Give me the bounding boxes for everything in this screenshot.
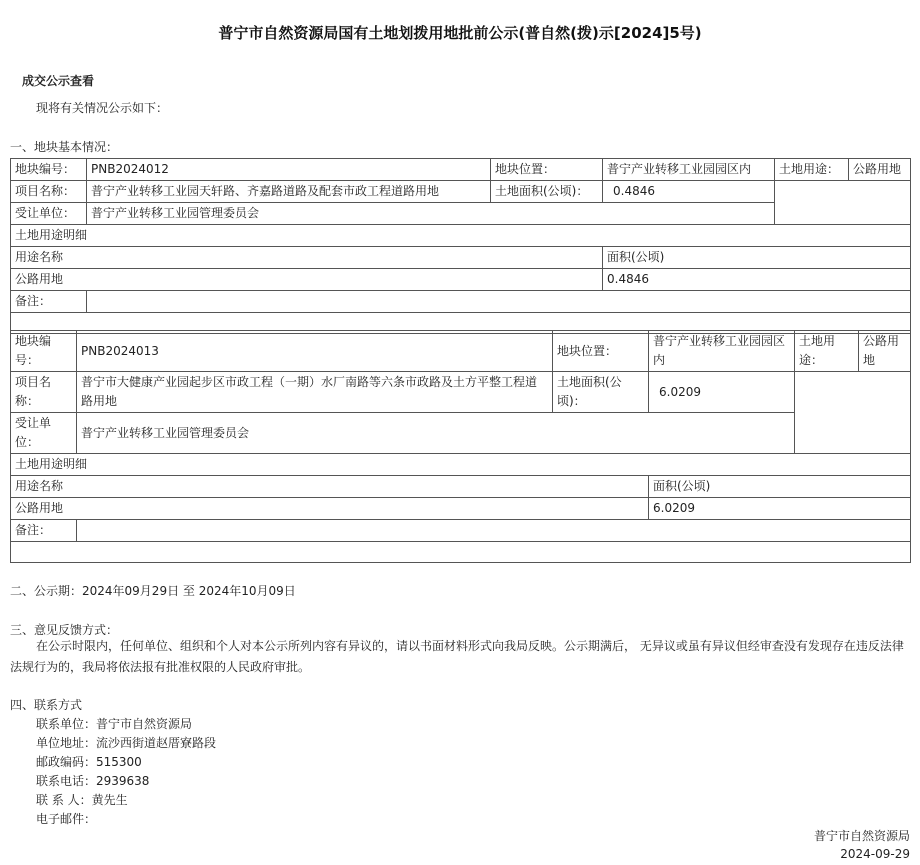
assignee-value: 普宁产业转移工业园管理委员会	[77, 413, 795, 454]
footer-date: 2024-09-29	[840, 847, 910, 861]
label-assignee: 受让单位：	[11, 413, 77, 454]
table-row	[11, 498, 911, 520]
table-row	[11, 159, 911, 181]
assignee-value: 普宁产业转移工业园管理委员会	[87, 203, 775, 225]
label-location: 地块位置：	[553, 331, 649, 372]
label-project-name: 项目名称：	[11, 181, 87, 203]
parcel-no-value: PNB2024013	[77, 331, 553, 372]
area-value: 0.4846	[603, 181, 775, 203]
label-land-use: 土地用途：	[795, 331, 859, 372]
parcel-table-1	[10, 158, 911, 334]
project-name-value: 普宁产业转移工业园天轩路、齐嘉路道路及配套市政工程道路用地	[87, 181, 491, 203]
use-name-header: 用途名称	[11, 476, 649, 498]
table-row	[11, 291, 911, 313]
label-parcel-no: 地块编号：	[11, 331, 77, 372]
table-row	[11, 476, 911, 498]
section3-heading: 三、意见反馈方式：	[10, 623, 119, 637]
label-land-use: 土地用途：	[775, 159, 849, 181]
detail-area-value: 0.4846	[603, 269, 911, 291]
contact-phone: 联系电话：2939638	[36, 774, 150, 788]
label-parcel-no: 地块编号：	[11, 159, 87, 181]
section3-body: 在公示时限内，任何单位、组织和个人对本公示所列内容有异议的，请以书面材料形式向我局反映。公示期满后， 无异议或虽有异议但经审查没有发现存在违反法律法规行为的，我局将依法报有批准权限的人民政府审批。	[10, 639, 904, 674]
parcel-no-value: PNB2024012	[87, 159, 491, 181]
table-row	[11, 454, 911, 476]
footer-org: 普宁市自然资源局	[813, 829, 910, 843]
use-name-header: 用途名称	[11, 247, 603, 269]
table-row	[11, 247, 911, 269]
project-name-value: 普宁市大健康产业园起步区市政工程（一期）水厂南路等六条市政路及土方平整工程道路用地	[77, 372, 553, 413]
contact-postcode: 邮政编码：515300	[36, 755, 142, 769]
contact-address: 单位地址：流沙西街道赵厝寮路段	[36, 736, 217, 750]
label-area: 土地面积(公顷)：	[553, 372, 649, 413]
label-remark: 备注：	[11, 520, 77, 542]
label-area: 土地面积(公顷)：	[491, 181, 603, 203]
contact-unit: 联系单位：普宁市自然资源局	[36, 717, 193, 731]
contact-email: 电子邮件：	[36, 812, 97, 826]
section1-heading: 一、地块基本情况：	[10, 140, 119, 154]
section2-period: 二、公示期：2024年09月29日 至 2024年10月09日	[10, 584, 296, 598]
detail-title: 土地用途明细	[11, 454, 911, 476]
label-remark: 备注：	[11, 291, 87, 313]
location-value: 普宁产业转移工业园园区内	[603, 159, 775, 181]
land-use-value: 公路用地	[849, 159, 911, 181]
page-title: 普宁市自然资源局国有土地划拨用地批前公示(普自然(拨)示[2024]5号)	[218, 24, 702, 42]
location-value: 普宁产业转移工业园园区内	[649, 331, 795, 372]
area-header: 面积(公顷)	[603, 247, 911, 269]
detail-title: 土地用途明细	[11, 225, 911, 247]
label-assignee: 受让单位：	[11, 203, 87, 225]
section4-heading: 四、联系方式	[10, 698, 83, 712]
detail-use-value: 公路用地	[11, 498, 649, 520]
contact-person: 联 系 人：黄先生	[36, 793, 128, 807]
table-row	[11, 413, 911, 454]
label-project-name: 项目名称：	[11, 372, 77, 413]
parcel-table-2	[10, 330, 911, 563]
table-row	[11, 372, 911, 413]
table-row	[11, 331, 911, 372]
table-row	[11, 225, 911, 247]
land-use-value: 公路用地	[859, 331, 911, 372]
detail-use-value: 公路用地	[11, 269, 603, 291]
table-row	[11, 520, 911, 542]
table-row	[11, 269, 911, 291]
remark-value	[77, 520, 911, 542]
intro-text: 现将有关情况公示如下：	[36, 101, 169, 115]
remark-value	[87, 291, 911, 313]
area-value: 6.0209	[649, 372, 795, 413]
table-row	[11, 181, 911, 203]
area-header: 面积(公顷)	[649, 476, 911, 498]
label-location: 地块位置：	[491, 159, 603, 181]
detail-area-value: 6.0209	[649, 498, 911, 520]
subtitle: 成交公示查看	[22, 74, 95, 88]
